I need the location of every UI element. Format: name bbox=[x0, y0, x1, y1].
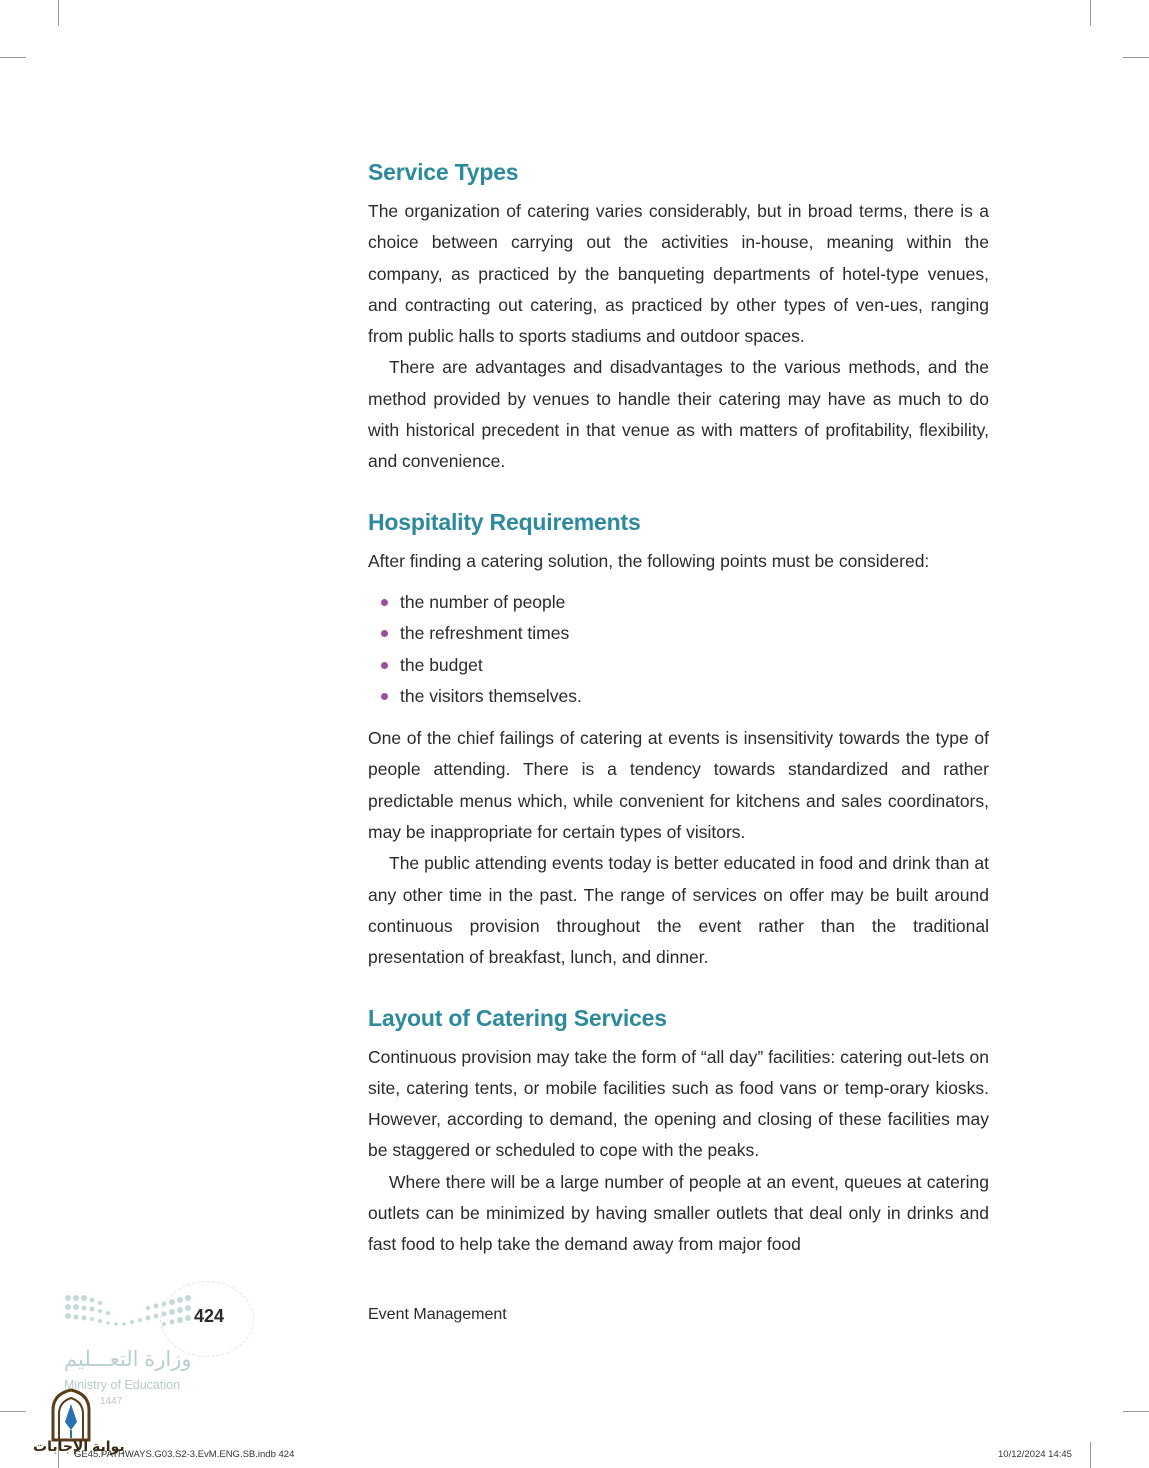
paragraph: The organization of catering varies considerably, but in broad terms, there is a choice between carrying out the activities in-house, meaning within the company, as practiced by the banqueting departments of hotel-type venues, and contracting out catering, as practiced by other types of ven-ues, ranging from public halls to sports stadiums and outdoor spaces. bbox=[368, 201, 989, 347]
site-name-arabic: بوابة الإجابات bbox=[33, 1438, 125, 1454]
section-heading-layout-of-catering-services: Layout of Catering Services bbox=[368, 1004, 667, 1031]
list-item-text: the visitors themselves. bbox=[400, 685, 582, 706]
page-number: 424 bbox=[194, 1306, 225, 1326]
ministry-name-english: Ministry of Education bbox=[64, 1378, 181, 1392]
list-item-text: the number of people bbox=[400, 591, 566, 612]
print-slug-file: GE45.PATHWAYS.G03.S2-3.EvM.ENG.SB.indb 424 bbox=[74, 1449, 295, 1460]
crop-mark bbox=[1090, 0, 1091, 26]
list-item bbox=[400, 650, 989, 681]
crop-mark bbox=[0, 57, 26, 58]
book-title: Event Management bbox=[368, 1306, 507, 1323]
ministry-name-arabic: وزارة التعـــليم bbox=[64, 1348, 192, 1371]
page-body bbox=[368, 152, 989, 1261]
paragraph: Continuous provision may take the form of “all day” facilities: catering out-lets on site, catering tents, or mobile facilities such as food vans or temp-orary kiosks. However, according to demand, the opening and closing of these facilities may be staggered or scheduled to cope with the peaks. bbox=[368, 1046, 989, 1161]
crop-mark bbox=[1123, 57, 1149, 58]
bullet-icon bbox=[381, 630, 388, 637]
bullet-icon bbox=[381, 693, 388, 700]
bullet-list bbox=[368, 587, 989, 712]
list-item-text: the refreshment times bbox=[400, 623, 570, 644]
section-heading-hospitality-requirements: Hospitality Requirements bbox=[368, 508, 641, 535]
bullet-icon bbox=[381, 662, 388, 669]
paragraph: After finding a catering solution, the following points must be considered: bbox=[368, 550, 930, 571]
paragraph: Where there will be a large number of people at an event, queues at catering outlets can be minimized by having smaller outlets that deal only in drinks and fast food to help take the demand away from major food bbox=[368, 1171, 989, 1255]
paragraph: One of the chief failings of catering at events is insensitivity towards the type of people attending. There is a tendency towards standardized and rather predictable menus which, while convenient for kitchens and sales coordinators, may be inappropriate for certain types of visitors. bbox=[368, 728, 989, 843]
paragraph: There are advantages and disadvantages to the various methods, and the method provided by venues to handle their catering may have as much to do with historical precedent in that venue as with matters of profitability, flexibility, and convenience. bbox=[368, 357, 989, 472]
section-heading-service-types: Service Types bbox=[368, 159, 519, 185]
bullet-icon bbox=[381, 599, 388, 606]
list-item-text: the budget bbox=[400, 654, 483, 675]
ministry-logo-dots-icon bbox=[64, 1294, 198, 1334]
mosque-emblem-icon bbox=[47, 1388, 95, 1442]
crop-mark bbox=[1090, 1442, 1091, 1468]
list-item bbox=[400, 618, 989, 649]
print-slug-date: 10/12/2024 14:45 bbox=[998, 1449, 1072, 1460]
list-item bbox=[400, 681, 989, 712]
crop-mark bbox=[1123, 1411, 1149, 1412]
crop-mark bbox=[58, 0, 59, 26]
ministry-year: 1447 bbox=[100, 1396, 123, 1407]
paragraph: The public attending events today is better educated in food and drink than at any other time in the past. The range of services on offer may be built around continuous provision throughout the event rather than the traditional presentation of breakfast, lunch, and dinner. bbox=[368, 853, 989, 968]
list-item bbox=[400, 587, 989, 618]
crop-mark bbox=[0, 1411, 26, 1412]
